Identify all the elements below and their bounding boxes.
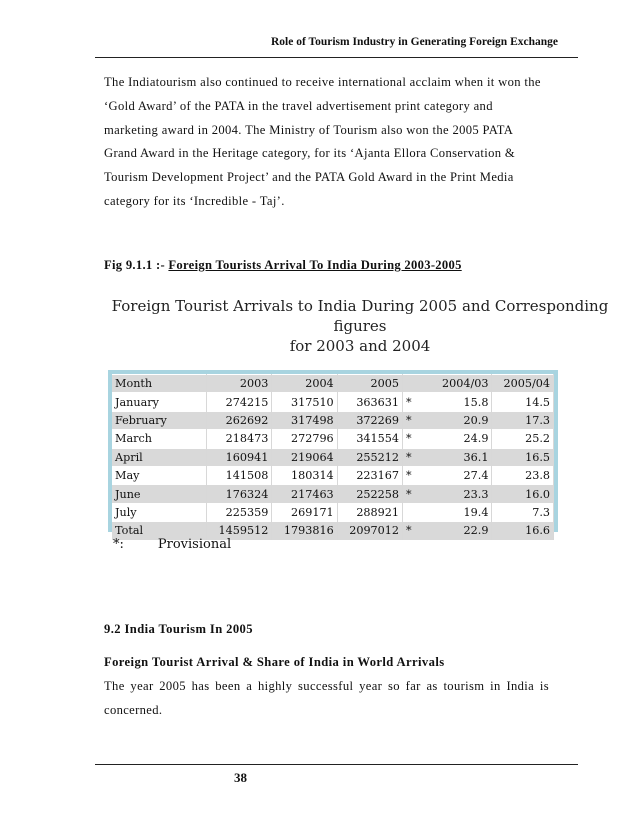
table-cell: 36.1 xyxy=(431,448,492,466)
table-cell: 223167 xyxy=(337,466,402,484)
table-cell: 180314 xyxy=(272,466,337,484)
table-cell: 27.4 xyxy=(431,466,492,484)
figure-caption xyxy=(104,258,462,273)
table-cell: * xyxy=(403,485,432,503)
table-cell: February xyxy=(112,411,207,429)
table-row xyxy=(112,411,554,429)
intro-paragraph: The Indiatourism also continued to receive international acclaim when it won the ‘Gold Award’ of the PATA in the travel advertisement print category and marketing award in 2004. The Ministry of Tourism also won the 2005 PATA Grand Award in the Heritage category, for its ‘Ajanta Ellora Conservation & Tourism Development Project’ and the PATA Gold Award in the Print Media category for its ‘Incredible - Taj’. xyxy=(104,75,541,208)
table-row xyxy=(112,485,554,503)
table-cell: 1459512 xyxy=(207,522,272,540)
table-cell: March xyxy=(112,430,207,448)
table-cell: 16.6 xyxy=(492,522,554,540)
table-cell: 262692 xyxy=(207,411,272,429)
table-cell: 341554 xyxy=(337,430,402,448)
table-cell: 1793816 xyxy=(272,522,337,540)
column-header xyxy=(403,375,432,393)
table-cell: 17.3 xyxy=(492,411,554,429)
table-cell: 14.5 xyxy=(492,393,554,411)
table-cell: * xyxy=(403,448,432,466)
table-cell: 19.4 xyxy=(431,503,492,521)
arrivals-table xyxy=(112,374,554,540)
table-title xyxy=(100,296,620,356)
figure-title: Foreign Tourists Arrival To India During 2003-2005 xyxy=(168,258,462,272)
table-cell: 24.9 xyxy=(431,430,492,448)
column-header: 2004/03 xyxy=(431,375,492,393)
section-heading: 9.2 India Tourism In 2005 xyxy=(104,622,253,636)
page-number: 38 xyxy=(234,770,247,785)
table-cell: April xyxy=(112,448,207,466)
table-cell: 372269 xyxy=(337,411,402,429)
footer-divider xyxy=(95,764,578,765)
table-header-row xyxy=(112,375,554,393)
table-cell: 272796 xyxy=(272,430,337,448)
table-cell: June xyxy=(112,485,207,503)
note-symbol: *: xyxy=(113,537,124,552)
arrivals-table-frame xyxy=(108,370,558,538)
table-title-line-2: for 2003 and 2004 xyxy=(289,337,431,355)
table-cell: 317498 xyxy=(272,411,337,429)
column-header: 2003 xyxy=(207,375,272,393)
table-row xyxy=(112,393,554,411)
table-cell xyxy=(403,503,432,521)
table-cell: * xyxy=(403,430,432,448)
table-cell: 2097012 xyxy=(337,522,402,540)
table-title-line-1: Foreign Tourist Arrivals to India During 2005 and Corresponding figures xyxy=(111,297,609,335)
table-cell: 23.8 xyxy=(492,466,554,484)
table-cell: 7.3 xyxy=(492,503,554,521)
table-cell: 274215 xyxy=(207,393,272,411)
table-cell: 217463 xyxy=(272,485,337,503)
table-cell: 363631 xyxy=(337,393,402,411)
table-cell: 317510 xyxy=(272,393,337,411)
table-cell: 141508 xyxy=(207,466,272,484)
table-cell: * xyxy=(403,466,432,484)
table-cell: 219064 xyxy=(272,448,337,466)
table-cell: 23.3 xyxy=(431,485,492,503)
table-cell: * xyxy=(403,411,432,429)
table-row xyxy=(112,503,554,521)
table-cell: * xyxy=(403,522,432,540)
table-cell: 288921 xyxy=(337,503,402,521)
table-cell: * xyxy=(403,393,432,411)
table-cell: 160941 xyxy=(207,448,272,466)
table-row xyxy=(112,430,554,448)
provisional-note xyxy=(113,537,231,552)
header-divider xyxy=(95,57,578,58)
table-cell: 15.8 xyxy=(431,393,492,411)
column-header: 2005 xyxy=(337,375,402,393)
table-cell: 225359 xyxy=(207,503,272,521)
table-cell: 218473 xyxy=(207,430,272,448)
table-cell: 20.9 xyxy=(431,411,492,429)
table-cell: 255212 xyxy=(337,448,402,466)
table-cell: 22.9 xyxy=(431,522,492,540)
note-text: Provisional xyxy=(157,537,232,552)
table-cell: July xyxy=(112,503,207,521)
running-header: Role of Tourism Industry in Generating Foreign Exchange xyxy=(271,36,558,48)
column-header: Month xyxy=(112,375,207,393)
table-cell: January xyxy=(112,393,207,411)
table-row xyxy=(112,448,554,466)
subsection-heading: Foreign Tourist Arrival & Share of India in World Arrivals xyxy=(104,655,445,669)
table-cell: 252258 xyxy=(337,485,402,503)
table-cell: Total xyxy=(112,522,207,540)
table-cell: 16.0 xyxy=(492,485,554,503)
table-row xyxy=(112,466,554,484)
figure-label: Fig 9.1.1 :- xyxy=(104,258,169,272)
table-cell: 25.2 xyxy=(492,430,554,448)
table-cell: 176324 xyxy=(207,485,272,503)
section-paragraph: The year 2005 has been a highly successful year so far as tourism in India is concerned. xyxy=(104,679,549,717)
table-cell: May xyxy=(112,466,207,484)
column-header: 2005/04 xyxy=(492,375,554,393)
table-cell: 16.5 xyxy=(492,448,554,466)
column-header: 2004 xyxy=(272,375,337,393)
table-cell: 269171 xyxy=(272,503,337,521)
